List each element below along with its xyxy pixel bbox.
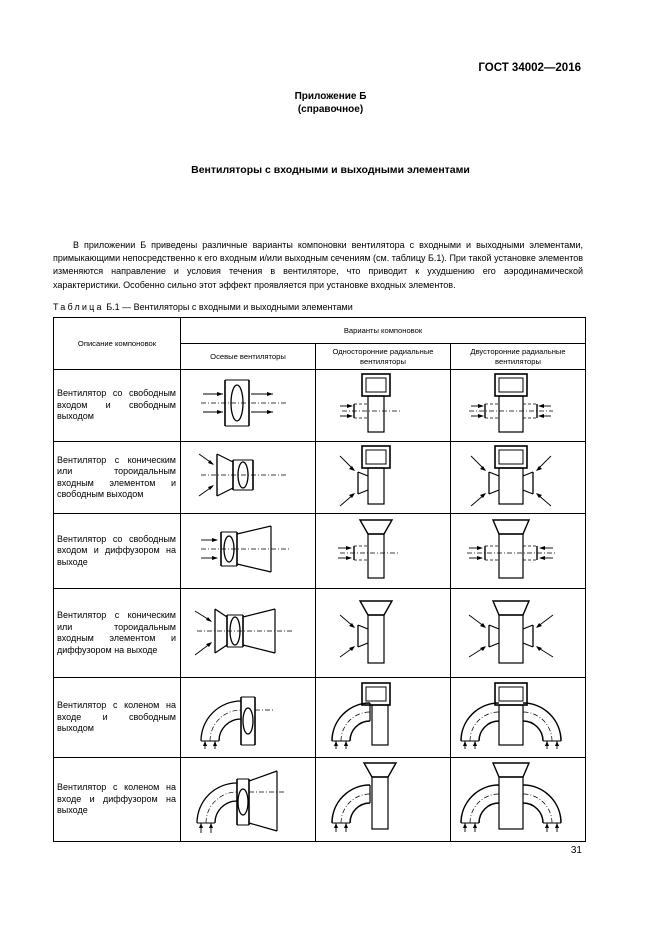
table-caption-text: Б.1 — Вентиляторы с входными и выходными элементами [106, 302, 353, 312]
table-row [54, 442, 586, 514]
double-free-diffuser-diagram [451, 516, 571, 582]
double-radial-diagram [451, 678, 586, 758]
table-caption-label: Таблица [53, 302, 104, 312]
axial-diagram [181, 514, 316, 589]
header-double-radial-text: Двусторонние радиальные вентиляторы [470, 346, 566, 366]
single-radial-diagram [316, 442, 451, 514]
single-radial-diagram [316, 758, 451, 842]
double-radial-diagram [451, 514, 586, 589]
header-double-radial [451, 344, 586, 370]
double-elbow-free-diagram [451, 679, 571, 751]
axial-diagram [181, 678, 316, 758]
header-variants: Варианты компоновок [181, 318, 586, 344]
annex-block [0, 90, 661, 116]
document-id: ГОСТ 34002—2016 [478, 62, 581, 74]
double-radial-diagram [451, 758, 586, 842]
axial-diagram [181, 589, 316, 678]
double-radial-diagram [451, 370, 586, 442]
page-number: 31 [570, 845, 582, 856]
double-cone-free-diagram [451, 442, 571, 508]
double-radial-diagram [451, 589, 586, 678]
axial-cone-free-diagram [181, 442, 301, 508]
row-description: Вентилятор со свободным входом и диффузором на выходе [54, 514, 181, 589]
table-row [54, 370, 586, 442]
double-elbow-diffuser-diagram [451, 759, 571, 835]
annex-title: Приложение Б [294, 91, 367, 102]
axial-diagram [181, 370, 316, 442]
double-radial-diagram [451, 442, 586, 514]
header-single-radial-text: Односторонние радиальные вентиляторы [332, 346, 434, 366]
section-heading: Вентиляторы с входными и выходными элементами [191, 164, 470, 176]
axial-free-diffuser-diagram [181, 516, 301, 582]
single-radial-diagram [316, 589, 451, 678]
single-elbow-diffuser-diagram [316, 759, 436, 835]
row-description: Вентилятор с коленом на входе и свободным выходом [54, 678, 181, 758]
header-axial: Осевые вентиляторы [181, 344, 316, 370]
single-radial-diagram [316, 514, 451, 589]
row-description: Вентилятор с коническим или тороидальным входным элементом и свободным выходом [54, 442, 181, 514]
row-description: Вентилятор с коленом на входе и диффузором на выходе [54, 758, 181, 842]
axial-diagram [181, 442, 316, 514]
single-radial-diagram [316, 678, 451, 758]
single-cone-free-diagram [316, 442, 436, 508]
axial-diagram [181, 758, 316, 842]
single-radial-diagram [316, 370, 451, 442]
single-cone-diffuser-diagram [316, 593, 436, 669]
single-elbow-free-diagram [316, 679, 436, 751]
axial-cone-diffuser-diagram [181, 593, 301, 669]
table-row [54, 678, 586, 758]
intro-paragraph: В приложении Б приведены различные варианты компоновки вентилятора с входными и выходными элементами, примыкающими непосредственно к его входным и/или выходным сечениям (см. таблицу Б.1). При такой установке элементов изменяются направление и условия течения в вентиляторе, что приводит к ухудшению его аэродинамической характеристики. Особенно сильно этот эффект проявляется при установке входных элементов. [53, 240, 583, 290]
single-free-free-diagram [316, 370, 436, 436]
table-row [54, 758, 586, 842]
annex-subtitle: (справочное) [297, 104, 364, 115]
double-cone-diffuser-diagram [451, 593, 571, 669]
axial-free-free-diagram [181, 370, 301, 436]
axial-elbow-diffuser-diagram [181, 759, 301, 835]
row-description: Вентилятор со свободным входом и свободным выходом [54, 370, 181, 442]
header-single-radial [316, 344, 451, 370]
table-row [54, 514, 586, 589]
double-free-free-diagram [451, 370, 571, 436]
table-row [54, 589, 586, 678]
header-description: Описание компоновок [54, 318, 181, 370]
row-description: Вентилятор с коническим или тороидальным входным элементом и диффузором на выходе [54, 589, 181, 678]
table-caption [53, 302, 353, 312]
axial-elbow-free-diagram [181, 679, 301, 751]
layouts-table [53, 317, 586, 842]
single-free-diffuser-diagram [316, 516, 436, 582]
